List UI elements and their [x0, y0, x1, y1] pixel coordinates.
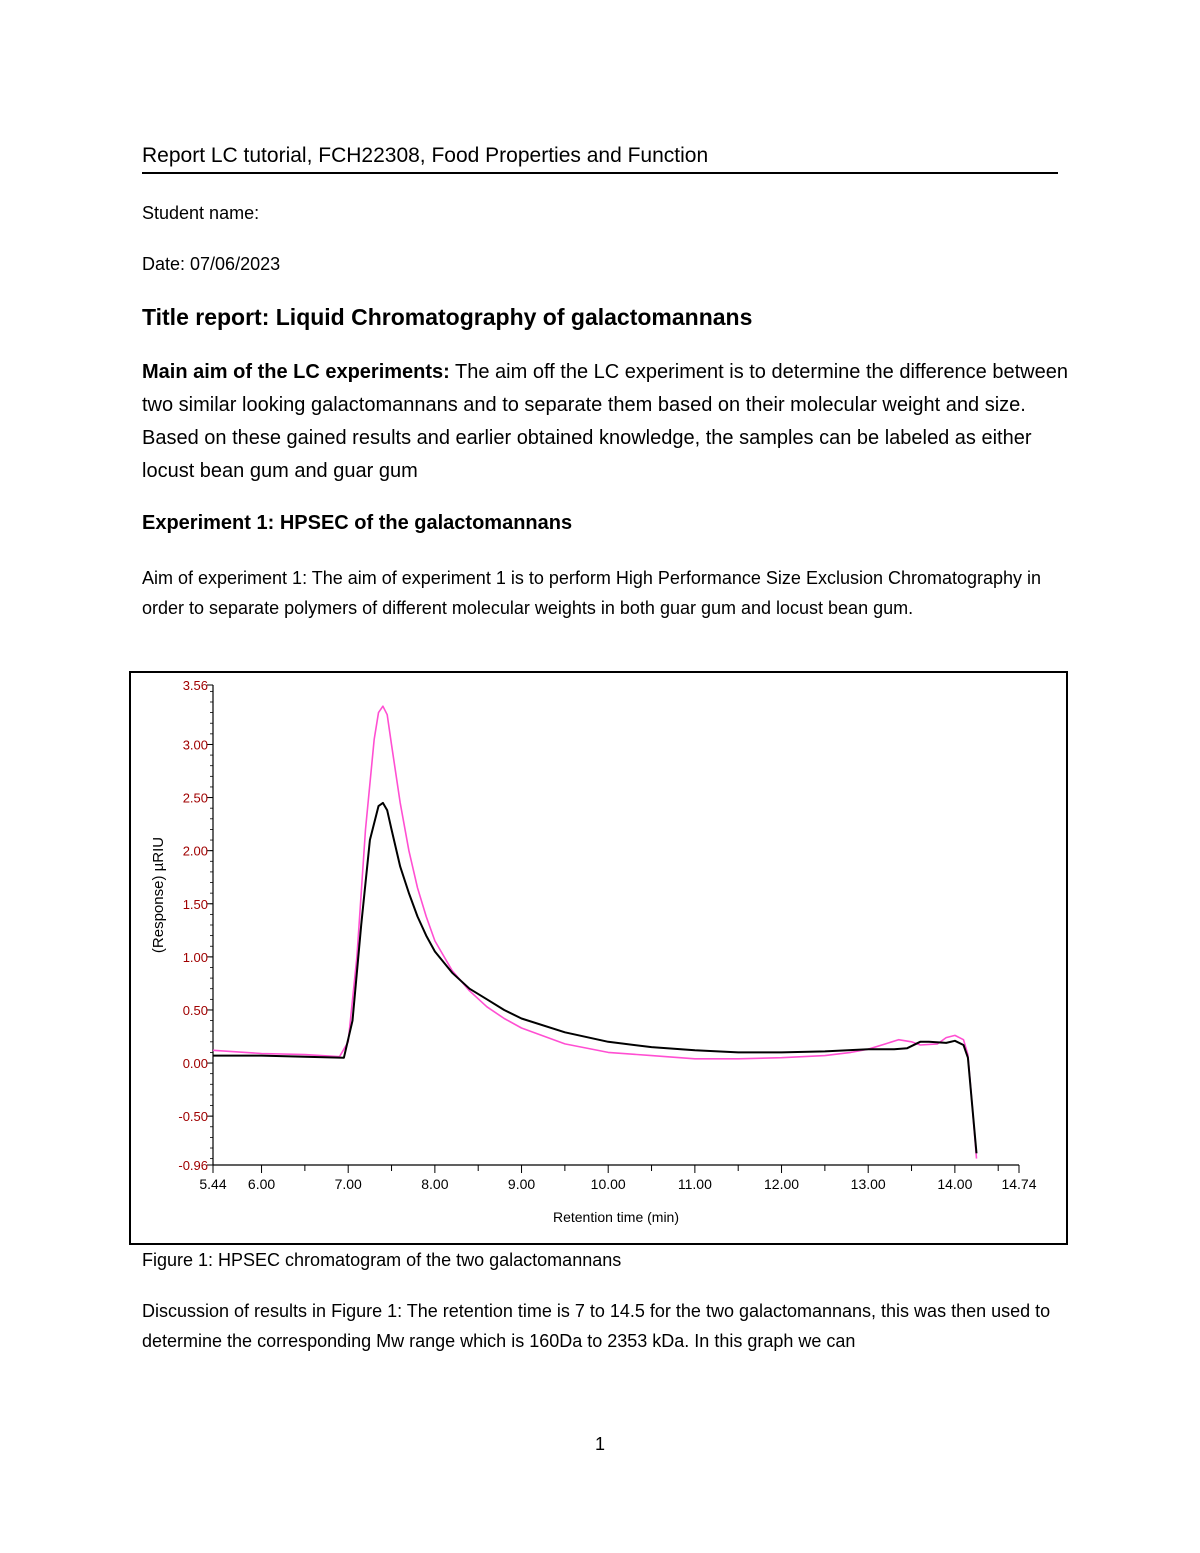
y-tick-label: 0.50: [182, 1002, 208, 1018]
y-tick-label: -0.96: [178, 1158, 208, 1173]
experiment1-heading: Experiment 1: HPSEC of the galactomannans: [142, 512, 573, 534]
main-aim-label: Main aim of the LC experiments:: [142, 361, 450, 383]
y-tick-label: 3.56: [182, 678, 208, 693]
document-header: Report LC tutorial, FCH22308, Food Properties and Function: [142, 144, 1058, 174]
x-tick-label: 14.00: [937, 1176, 973, 1192]
y-tick-label: 1.00: [182, 949, 208, 965]
x-tick-label: 6.00: [247, 1176, 276, 1192]
y-tick-label: 1.50: [182, 896, 208, 912]
y-tick-label: 0.00: [182, 1056, 208, 1072]
x-tick-label: 11.00: [677, 1176, 712, 1192]
y-axis-label: (Response) µRIU: [150, 836, 167, 954]
page-number: 1: [594, 1434, 605, 1454]
x-tick-label: 8.00: [421, 1176, 449, 1192]
figure-caption: Figure 1: HPSEC chromatogram of the two galactomannans: [142, 1250, 622, 1270]
x-tick-label: 7.00: [334, 1176, 362, 1192]
report-title: Title report: Liquid Chromatography of galactomannans: [142, 304, 753, 330]
discussion-paragraph: Discussion of results in Figure 1: The retention time is 7 to 14.5 for the two galactomannans, this was then used to determine the corresponding Mw range which is 160Da to 2353 kDa. In this graph we can: [142, 1301, 1051, 1351]
x-tick-label: 14.74: [1001, 1176, 1037, 1192]
x-tick-label: 5.44: [199, 1176, 227, 1192]
series-line-1: [213, 706, 977, 1158]
main-aim-paragraph: [142, 356, 1072, 488]
series-line-2: [213, 803, 977, 1153]
x-tick-label: 9.00: [507, 1176, 536, 1192]
x-tick-label: 13.00: [850, 1176, 886, 1192]
experiment1-aim: Aim of experiment 1: The aim of experiment 1 is to perform High Performance Size Exclusion Chromatography in order to separate polymers of different molecular weights in both guar gum and locust bean gum.: [142, 568, 1042, 618]
chromatogram-figure: [129, 671, 1068, 1245]
student-name-field: Student name:: [142, 203, 260, 223]
main-aim-text: The aim off the LC experiment is to determine the difference between two similar looking galactomannans and to separate them based on their molecular weight and size. Based on these gained results and earlier obtained knowledge, the samples can be labeled as either locust bean gum and guar gum: [142, 361, 1068, 482]
chromatogram-chart: [131, 673, 1066, 1243]
y-tick-label: -0.50: [178, 1109, 208, 1125]
y-tick-label: 3.00: [182, 737, 208, 753]
x-axis-label: Retention time (min): [552, 1209, 680, 1225]
x-tick-label: 10.00: [590, 1176, 626, 1192]
x-tick-label: 12.00: [764, 1176, 800, 1192]
y-tick-label: 2.00: [182, 843, 208, 859]
y-tick-label: 2.50: [182, 790, 208, 806]
date-field: Date: 07/06/2023: [142, 254, 281, 274]
